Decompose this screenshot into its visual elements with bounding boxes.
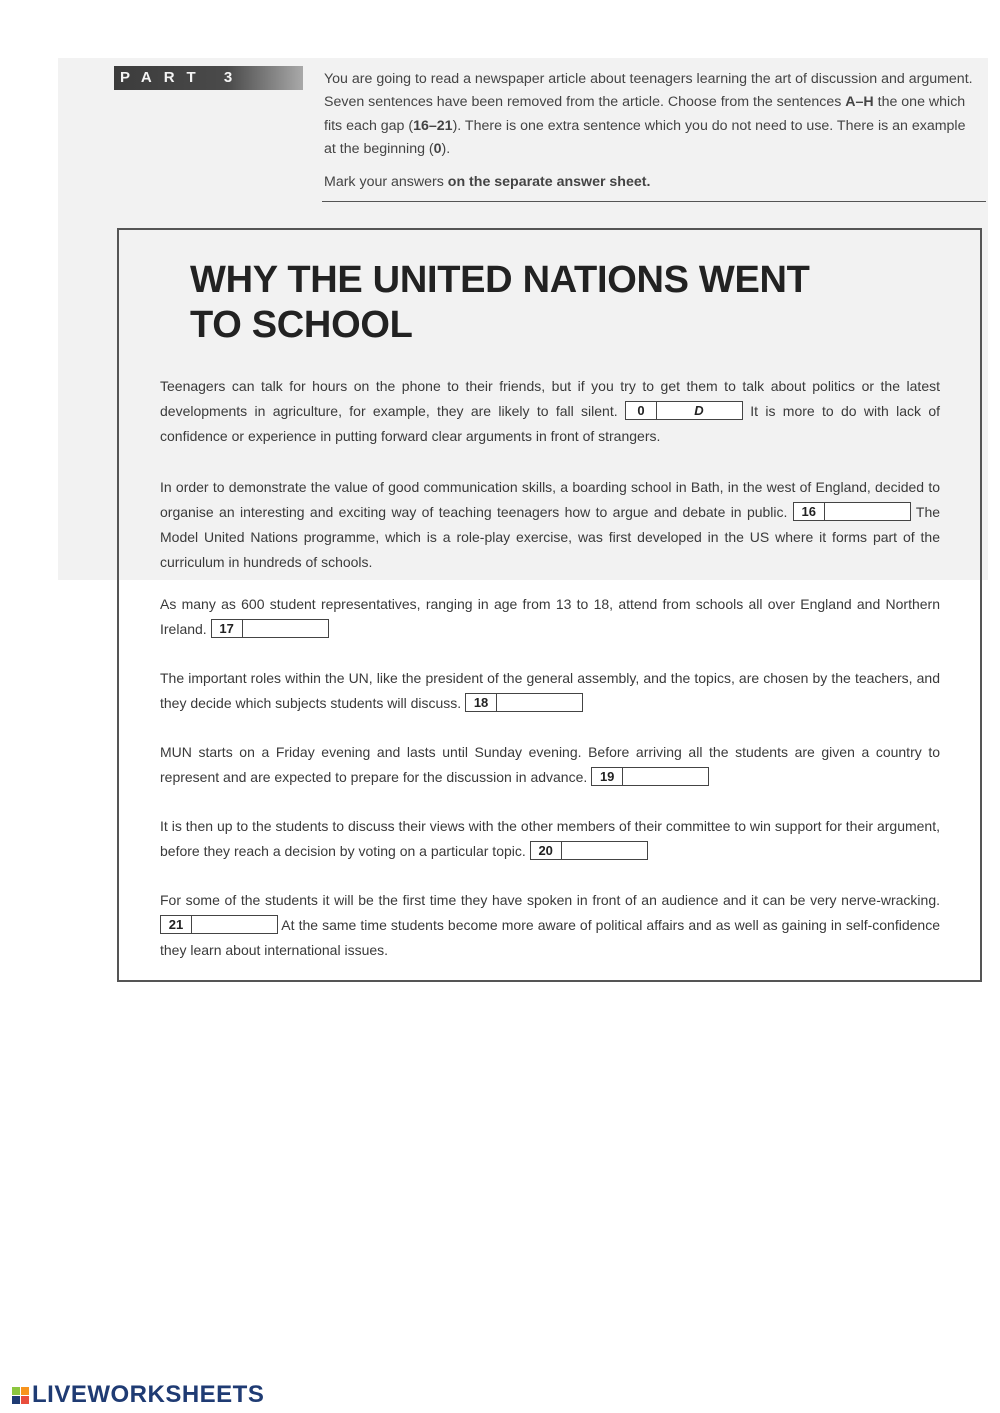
divider: [322, 201, 986, 202]
logo-square-green: [12, 1387, 20, 1395]
gap-21[interactable]: 21: [160, 915, 278, 934]
logo-square-red: [21, 1396, 29, 1404]
paragraph-3: As many as 600 student representatives, ranging in age from 13 to 18, attend from schools all over England and Northern Ireland. 17: [160, 596, 940, 637]
paragraph-7: For some of the students it will be the first time they have spoken in front of an audience and it can be very nerve-wracking. 21 At the same time students become more aware of political affairs and as well as gaining in self-confidence they learn about international issues.: [160, 892, 940, 958]
gap-16-answer[interactable]: [824, 503, 910, 520]
logo-square-orange: [21, 1387, 29, 1395]
logo-grid-icon: [12, 1387, 29, 1404]
paragraph-1: Teenagers can talk for hours on the phone to their friends, but if you try to get them to talk about politics or the latest developments in agriculture, for example, they are likely to fall silent. 0 D It is more to do with lack of confidence or experience in putting forward clear arguments in front of strangers.: [160, 378, 941, 444]
gap-0-example: 0 D: [625, 401, 743, 420]
liveworksheets-logo[interactable]: [12, 1380, 264, 1410]
mark-answers-text: Mark your answers on the separate answer sheet.: [324, 173, 651, 190]
gap-21-answer[interactable]: [191, 916, 277, 933]
gap-20[interactable]: 20: [530, 841, 648, 860]
gap-0-answer: D: [694, 402, 704, 418]
gap-16[interactable]: 16: [793, 502, 911, 521]
gap-19[interactable]: 19: [591, 767, 709, 786]
gap-19-answer[interactable]: [622, 768, 708, 785]
gap-18-answer[interactable]: [496, 694, 582, 711]
paragraph-4: The important roles within the UN, like the president of the general assembly, and the topics, are chosen by the teachers, and they decide which subjects students will discuss. 18: [160, 670, 940, 711]
paragraph-5: MUN starts on a Friday evening and lasts until Sunday evening. Before arriving all the students are given a country to represent and are expected to prepare for the discussion in advance. 19: [160, 744, 940, 785]
gap-17-answer[interactable]: [242, 620, 328, 637]
instructions-text: You are going to read a newspaper article about teenagers learning the art of discussion and argument. Seven sentences have been removed from the article. Choose from the sentences A–H the one which fits each gap (16–21). There is one extra sentence which you do not need to use. There is an example at the beginning (0).: [324, 71, 973, 158]
logo-text: LIVEWORKSHEETS: [32, 1381, 265, 1408]
gap-17[interactable]: 17: [211, 619, 329, 638]
paragraph-2: In order to demonstrate the value of good communication skills, a boarding school in Bath, in the west of England, decided to organise an interesting and exciting way of teaching teenagers how to argue and debate in public. 16 The Model United Nations programme, which is a role-play exercise, was first developed in the US where it forms part of the curriculum in hundreds of schools.: [160, 479, 941, 570]
article-title: WHY THE UNITED NATIONS WENT TO SCHOOL: [190, 259, 810, 346]
paragraph-6: It is then up to the students to discuss their views with the other members of their committee to win support for their argument, before they reach a decision by voting on a particular topic. 20: [160, 818, 940, 859]
part-label: PART 3: [114, 66, 303, 90]
instructions: [324, 68, 974, 194]
logo-square-blue: [12, 1396, 20, 1404]
gap-20-answer[interactable]: [561, 842, 647, 859]
gap-18[interactable]: 18: [465, 693, 583, 712]
